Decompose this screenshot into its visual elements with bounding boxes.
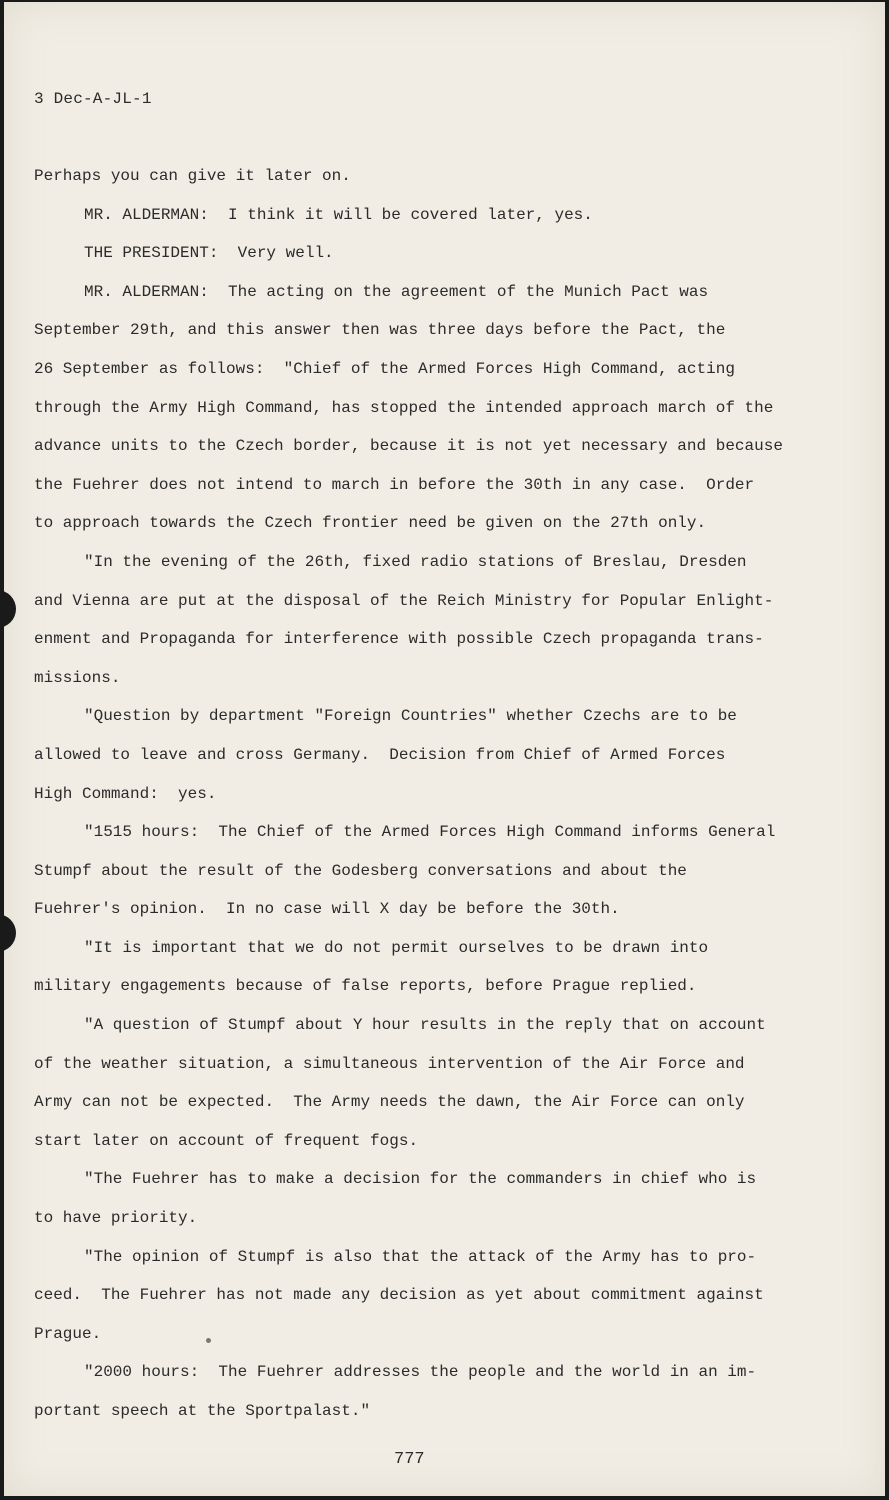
text-line: Fuehrer's opinion. In no case will X day be before the 30th. (34, 900, 620, 919)
text-line: to have priority. (34, 1209, 198, 1228)
text-line: "The Fuehrer has to make a decision for the commanders in chief who is (84, 1170, 757, 1189)
text-line: Perhaps you can give it later on. (34, 167, 351, 185)
text-line: allowed to leave and cross Germany. Decision from Chief of Armed Forces (34, 745, 726, 764)
text-line: "In the evening of the 26th, fixed radio stations of Breslau, Dresden (84, 552, 747, 571)
document-body (34, 161, 804, 1435)
text-line: portant speech at the Sportpalast." (34, 1402, 371, 1420)
document-page (4, 2, 885, 1496)
text-line: the Fuehrer does not intend to march in before the 30th in any case. Order (34, 475, 755, 494)
stray-ink-mark (206, 1338, 211, 1343)
text-line: Army can not be expected. The Army needs the dawn, the Air Force can only (34, 1093, 745, 1112)
text-line: "A question of Stumpf about Y hour results in the reply that on account (84, 1016, 766, 1035)
text-line: "1515 hours: The Chief of the Armed Forces High Command informs General (84, 823, 776, 842)
page-number: 777 (394, 1450, 425, 1469)
text-line: Stumpf about the result of the Godesberg conversations and about the (34, 861, 687, 880)
text-line: of the weather situation, a simultaneous intervention of the Air Force and (34, 1054, 745, 1073)
text-line: to approach towards the Czech frontier need be given on the 27th only. (34, 514, 707, 533)
text-line: THE PRESIDENT: Very well. (84, 244, 334, 263)
text-line: missions. (34, 668, 121, 687)
text-line: enment and Propaganda for interference with possible Czech propaganda trans- (34, 630, 764, 649)
text-line: MR. ALDERMAN: I think it will be covered later, yes. (84, 205, 593, 224)
text-line: start later on account of frequent fogs. (34, 1131, 419, 1150)
text-line: "Question by department "Foreign Countries" whether Czechs are to be (84, 707, 737, 726)
document-header-id: 3 Dec-A-JL-1 (34, 90, 152, 108)
text-line: High Command: yes. (34, 784, 217, 803)
text-line: Prague. (34, 1324, 102, 1343)
punch-hole-bottom (0, 914, 16, 952)
text-line: 26 September as follows: "Chief of the Armed Forces High Command, acting (34, 359, 735, 378)
text-line: September 29th, and this answer then was three days before the Pact, the (34, 321, 726, 340)
text-line: advance units to the Czech border, because it is not yet necessary and because (34, 437, 783, 456)
text-line: MR. ALDERMAN: The acting on the agreement of the Munich Pact was (84, 282, 709, 301)
text-line: "2000 hours: The Fuehrer addresses the people and the world in an im- (84, 1363, 757, 1382)
text-line: "The opinion of Stumpf is also that the attack of the Army has to pro- (84, 1247, 757, 1266)
text-line: ceed. The Fuehrer has not made any decision as yet about commitment against (34, 1286, 764, 1305)
text-line: through the Army High Command, has stopped the intended approach march of the (34, 398, 774, 417)
punch-hole-top (0, 590, 16, 628)
text-line: and Vienna are put at the disposal of the Reich Ministry for Popular Enlight- (34, 591, 774, 610)
text-line: military engagements because of false reports, before Prague replied. (34, 977, 697, 996)
text-line: "It is important that we do not permit ourselves to be drawn into (84, 938, 709, 957)
